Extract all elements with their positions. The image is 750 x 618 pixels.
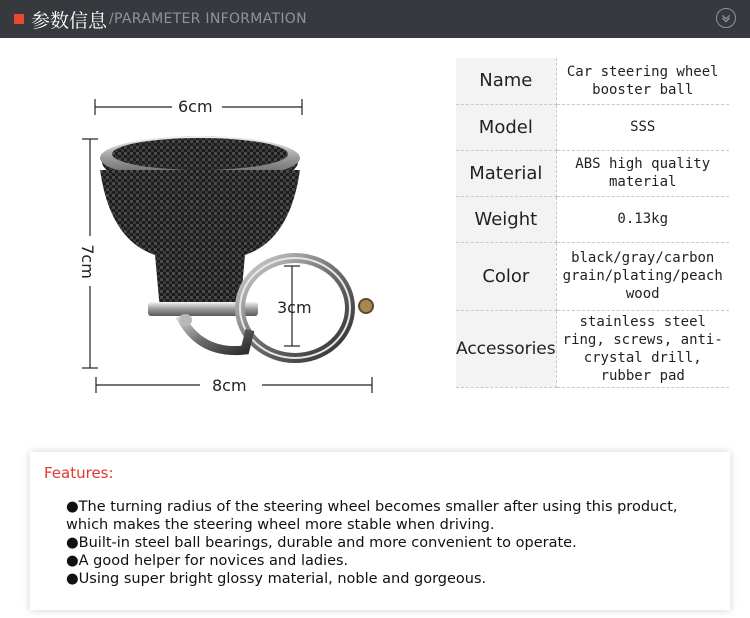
spec-key: Name	[456, 58, 556, 104]
spec-row-weight	[456, 196, 729, 242]
feature-item: ●The turning radius of the steering wheel becomes smaller after using this product, which makes the steering wheel more stable when driving.	[66, 499, 678, 533]
dim-height-left: 7cm	[77, 244, 97, 279]
dim-width-top: 6cm	[178, 97, 213, 116]
features-panel	[30, 452, 730, 610]
dim-width-bottom: 8cm	[212, 376, 247, 395]
spec-key: Accessories	[456, 310, 556, 387]
dim-ring: 3cm	[277, 298, 312, 317]
feature-item: ●Built-in steel ball bearings, durable and more convenient to operate.	[66, 535, 577, 551]
spec-value: stainless steel ring, screws, anti-crystal drill, rubber pad	[556, 310, 729, 387]
spec-key: Color	[456, 242, 556, 310]
header-title-cn: 参数信息	[31, 9, 108, 32]
feature-item: ●A good helper for novices and ladies.	[66, 553, 349, 569]
spec-table	[456, 58, 729, 388]
spec-row-name	[456, 58, 729, 104]
spec-row-model	[456, 104, 729, 150]
spec-row-color	[456, 242, 729, 310]
feature-item: ●Using super bright glossy material, noble and gorgeous.	[66, 571, 487, 587]
spec-key: Material	[456, 150, 556, 196]
spec-row-material	[456, 150, 729, 196]
spec-value: Car steering wheel booster ball	[556, 58, 729, 104]
spec-value: black/gray/carbon grain/plating/peach wood	[556, 242, 729, 310]
spec-value: ABS high quality material	[556, 150, 729, 196]
spec-key: Weight	[456, 196, 556, 242]
features-title: Features:	[44, 464, 114, 482]
header-title-en: /PARAMETER INFORMATION	[109, 11, 307, 27]
features-list	[66, 498, 716, 588]
spec-value: SSS	[556, 104, 729, 150]
spec-value: 0.13kg	[556, 196, 729, 242]
spec-row-accessories	[456, 310, 729, 387]
spec-key: Model	[456, 104, 556, 150]
